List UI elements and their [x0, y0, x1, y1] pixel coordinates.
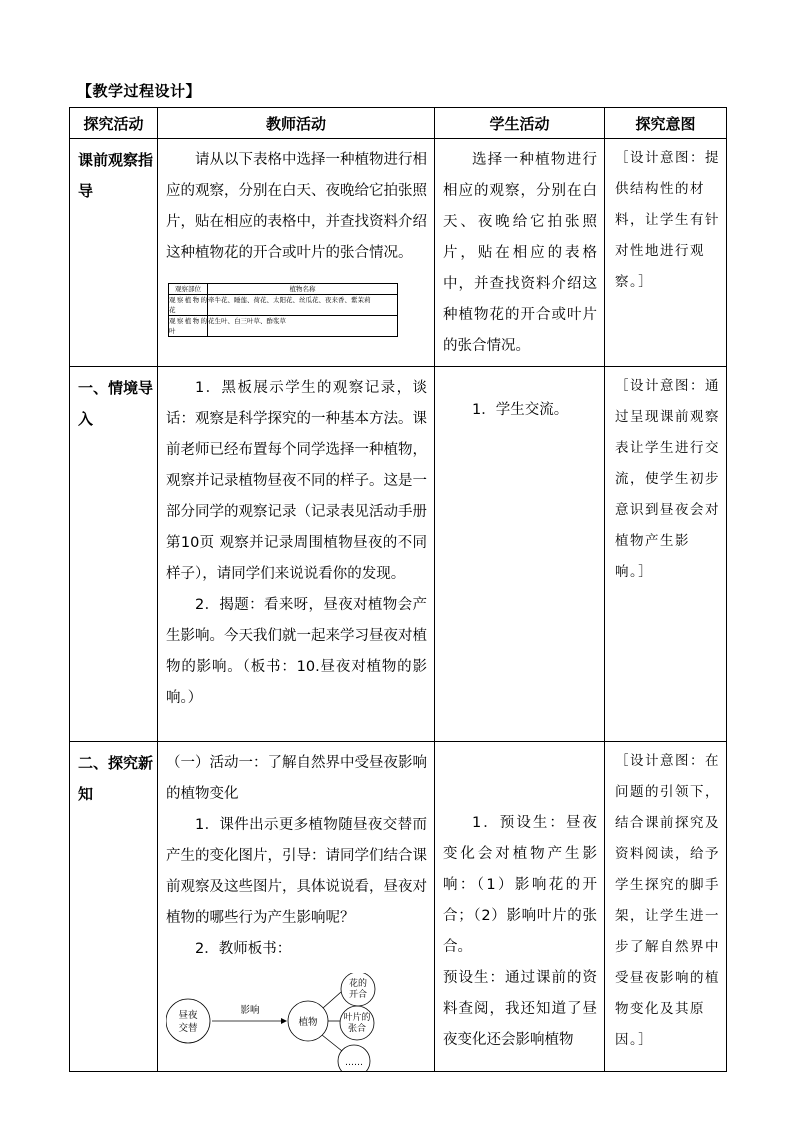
branch-line [322, 1035, 342, 1051]
blackboard-diagram [166, 973, 426, 1071]
student-text: 1．学生交流。 [472, 402, 569, 418]
leaf-label: 张合 [347, 1024, 367, 1034]
student-text: 1．预设生：昼夜变化会对植物产生影响：（1）影响花的开合；（2）影响叶片的张合。 [443, 815, 597, 955]
arrow-head [281, 1018, 287, 1024]
student-text: 选择一种植物进行相应的观察，分别在白天、夜晚给它拍张照片，贴在相应的表格中，并查找资料介绍这种植物花的开合或叶片的张合情况。 [443, 152, 597, 354]
flower-label: 花的 [348, 979, 368, 989]
activity-label: 课前观察指导 [78, 151, 154, 200]
arrow-label: 影响 [240, 1005, 260, 1016]
lesson-table [69, 107, 727, 1072]
design-intent: ［设计意图：通过呈现课前观察表让学生进行交流，使学生初步意识到昼夜会对植物产生影响。］ [615, 378, 720, 580]
teacher-text: （一）活动一：了解自然界中受昼夜影响的植物变化 [166, 755, 427, 802]
teacher-text: 2．揭题：看来呀，昼夜对植物会产生影响。今天我们就一起来学习昼夜对植物的影响。（板书：10.昼夜对植物的影响。） [166, 597, 427, 706]
header-intent: 探究意图 [605, 108, 727, 139]
more-label: …… [345, 1058, 363, 1068]
teacher-text: 1．课件出示更多植物随昼夜交替而产生的变化图片，引导：请同学们结合课前观察及这些图片，具体说说看，昼夜对植物的哪些行为产生影响呢？ [166, 817, 427, 926]
flower-label: 开合 [348, 990, 368, 1000]
student-text: 预设生：通过课前的资料查阅，我还知道了昼夜变化还会影响植物 [443, 970, 597, 1048]
mini-cell: 花生叶、白三叶草、酢浆草 [208, 316, 398, 337]
mini-cell: 观察植物的花 [169, 296, 207, 314]
teacher-text: 请从以下表格中选择一种植物进行相应的观察，分别在白天、夜晚给它拍张照片，贴在相应的表格中，并查找资料介绍这种植物花的开合或叶片的张合情况。 [166, 152, 427, 261]
table-row-preobservation [70, 139, 727, 367]
teacher-text: 2．教师板书： [195, 941, 292, 957]
day-night-label: 交替 [178, 1023, 198, 1034]
design-intent: ［设计意图：提供结构性的材料，让学生有针对性地进行观察。］ [615, 150, 720, 290]
leaf-label: 叶片的 [343, 1013, 371, 1023]
plant-observation-table [168, 283, 398, 337]
activity-label: 一、情境导入 [78, 379, 154, 428]
mini-header-part: 观察部位 [169, 284, 208, 295]
mini-header-plants: 植物名称 [208, 284, 398, 295]
activity-label: 二、探究新知 [78, 754, 154, 803]
day-night-node [166, 999, 210, 1043]
leaf-node [340, 1006, 374, 1040]
header-student: 学生活动 [435, 108, 605, 139]
header-teacher: 教师活动 [158, 108, 435, 139]
table-row-introduction [70, 367, 727, 742]
mini-cell: 观察植物的叶 [169, 317, 207, 335]
header-activity: 探究活动 [70, 108, 158, 139]
day-night-label: 昼夜 [178, 1010, 198, 1021]
section-title: 【教学过程设计】 [77, 82, 202, 100]
branch-line [323, 992, 341, 1008]
teacher-text: 1．黑板展示学生的观察记录，谈话：观察是科学探究的一种基本方法。课前老师已经布置每个同学选择一种植物，观察并记录植物昼夜不同的样子。这是一部分同学的观察记录（记录表见活动手册第10页 观察并记录周围植物昼夜的不同样子），请同学们来说说看你的发现。 [166, 380, 427, 582]
mini-cell: 牵牛花、睡莲、荷花、太阳花、丝瓜花、夜来香、紫茉莉 [208, 295, 398, 316]
header-row [70, 108, 727, 139]
table-row-explore [70, 742, 727, 1072]
design-intent: ［设计意图：在问题的引领下，结合课前探究及资料阅读，给予学生探究的脚手架，让学生进一步了解自然界中受昼夜影响的植物变化及其原因。］ [615, 753, 720, 1048]
plant-label: 植物 [298, 1017, 318, 1028]
